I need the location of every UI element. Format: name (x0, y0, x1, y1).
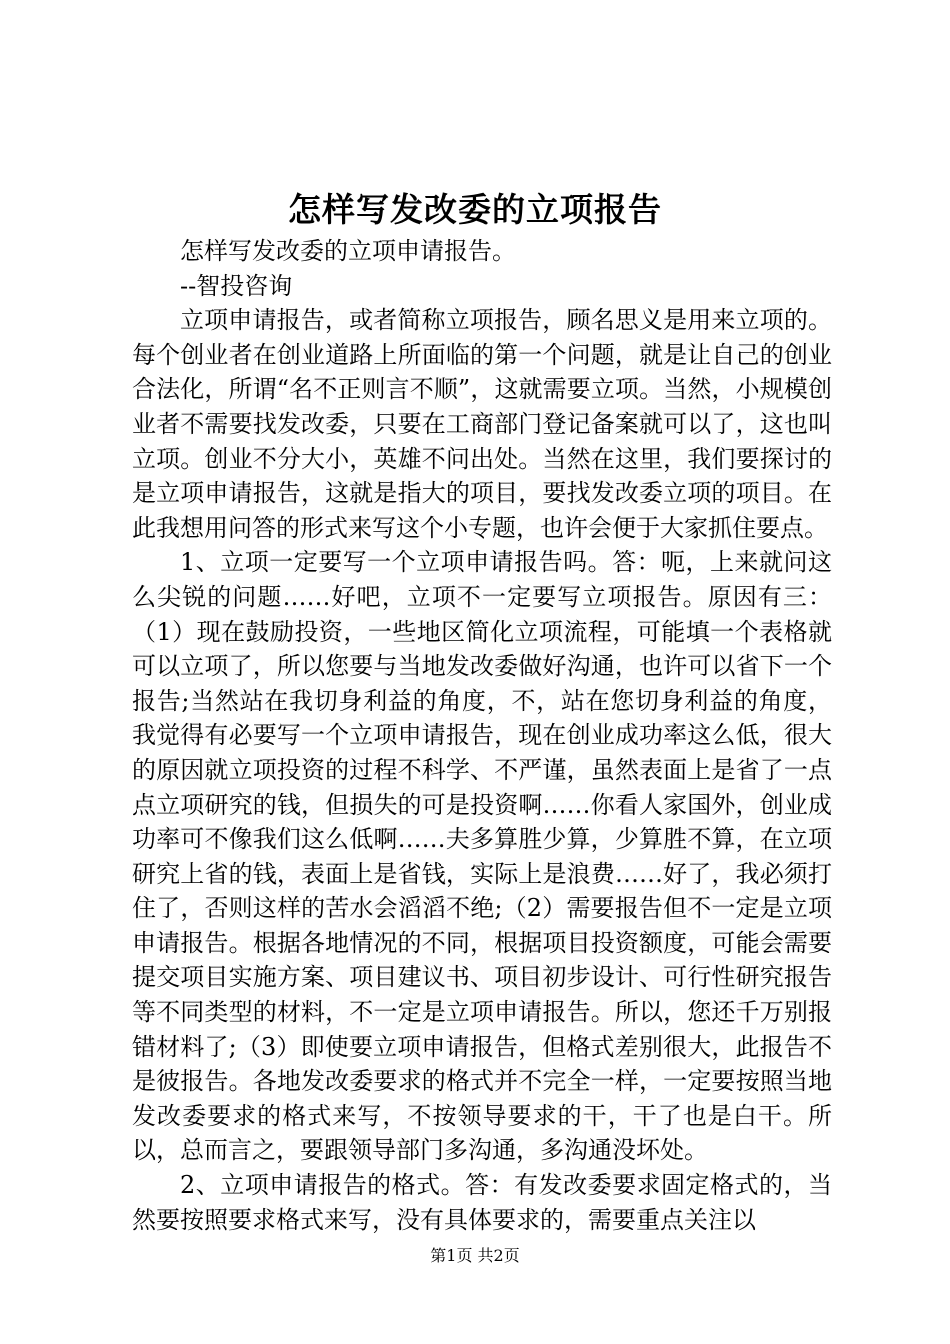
paragraph-question-1: 1、立项一定要写一个立项申请报告吗。答：呃，上来就问这么尖锐的问题……好吧，立项不一定要写立项报告。原因有三：（1）现在鼓励投资，一些地区简化立项流程，可能填一个表格就可以立项了，所以您要与当地发改委做好沟通，也许可以省下一个报告;当然站在我切身利益的角度，不，站在您切身利益的角度，我觉得有必要写一个立项申请报告，现在创业成功率这么低，很大的原因就立项投资的过程不科学、不严谨，虽然表面上是省了一点点立项研究的钱，但损失的可是投资啊……你看人家国外，创业成功率可不像我们这么低啊……夫多算胜少算，少算胜不算，在立项研究上省的钱，表面上是省钱，实际上是浪费……好了，我必须打住了，否则这样的苦水会滔滔不绝;（2）需要报告但不一定是立项申请报告。根据各地情况的不同，根据项目投资额度，可能会需要提交项目实施方案、项目建议书、项目初步设计、可行性研究报告等不同类型的材料，不一定是立项申请报告。所以，您还千万别报错材料了;（3）即使要立项申请报告，但格式差别很大，此报告不是彼报告。各地发改委要求的格式并不完全一样，一定要按照当地发改委要求的格式来写，不按领导要求的干，干了也是白干。所以，总而言之，要跟领导部门多沟通，多沟通没坏处。 (132, 548, 832, 1165)
page-footer: 第1页 共2页 (430, 1246, 520, 1265)
paragraph-source: --智投咨询 (180, 271, 293, 300)
paragraph-question-2: 2、立项申请报告的格式。答：有发改委要求固定格式的，当然要按照要求格式来写，没有具体要求的，需要重点关注以 (132, 1171, 832, 1234)
document-body (132, 234, 832, 1237)
paragraph-subtitle: 怎样写发改委的立项申请报告。 (180, 237, 516, 265)
paragraph-intro: 立项申请报告，或者简称立项报告，顾名思义是用来立项的。每个创业者在创业道路上所面临的第一个问题，就是让自己的创业合法化，所谓“名不正则言不顺”，这就需要立项。当然，小规模创业者不需要找发改委，只要在工商部门登记备案就可以了，这也叫立项。创业不分大小，英雄不问出处。当然在这里，我们要探讨的是立项申请报告，这就是指大的项目，要找发改委立项的项目。在此我想用问答的形式来写这个小专题，也许会便于大家抓住要点。 (132, 306, 832, 542)
document-title: 怎样写发改委的立项报告 (288, 190, 662, 229)
